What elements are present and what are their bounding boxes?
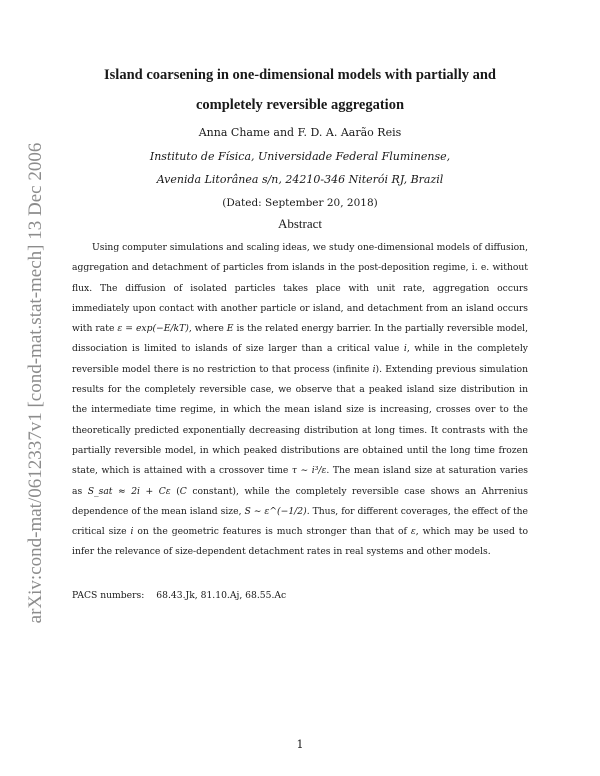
math-crossover-time: τ ∼ i³/ε xyxy=(291,465,327,477)
authors: Anna Chame and F. D. A. Aarão Reis xyxy=(198,126,402,139)
math-energy: E xyxy=(226,323,234,335)
math-critical-size: i xyxy=(372,363,376,375)
abstract-text: . The mean island size at saturation varies as xyxy=(72,465,528,497)
math-epsilon: ε xyxy=(410,526,416,538)
pacs-line xyxy=(72,590,528,601)
abstract-text: is the related energy barrier. In the partially reversible model, dissociation is limited to islands of size larger than a critical value xyxy=(72,323,528,355)
abstract-text: , which may be used to infer the relevance of size-dependent detachment rates in real systems and other models. xyxy=(72,526,528,558)
affiliation-line-2: Avenida Litorânea s/n, 24210-346 Niterói RJ, Brazil xyxy=(156,173,444,186)
abstract-body xyxy=(72,238,528,563)
math-size-dependence: S ∼ ε^(−1/2) xyxy=(244,505,307,517)
abstract-text: ). Extending previous simulation results for the completely reversible case, we observe that a peaked island size distribution in the intermediate time regime, in which the mean island size is increasing, crosses over to the theoretically predicted exponentially decreasing distribution at long times. It contrasts with the partially reversible model, in which peaked distributions are obtained until the long time frozen state, which is attained with a crossover time xyxy=(72,363,528,477)
pacs-codes: 68.43.Jk, 81.10.Aj, 68.55.Ac xyxy=(156,590,287,601)
math-constant: C xyxy=(179,485,187,497)
title-line-2: completely reversible aggregation xyxy=(195,97,405,113)
arxiv-identifier-stamp: arXiv:cond-mat/0612337v1 [cond-mat.stat-mech] 13 Dec 2006 xyxy=(25,142,46,624)
page-number: 1 xyxy=(296,738,304,751)
math-critical-size: i xyxy=(130,526,134,538)
math-epsilon-definition: ε = exp(−E/kT) xyxy=(117,323,189,335)
abstract-text: , where xyxy=(188,323,227,335)
abstract-text: . Thus, for different coverages, the effect of the critical size xyxy=(72,505,528,538)
pacs-label: PACS numbers: xyxy=(72,590,145,601)
title-line-1: Island coarsening in one-dimensional models with partially and xyxy=(104,67,496,83)
abstract-heading: Abstract xyxy=(277,216,323,231)
abstract-text: , while in the completely reversible model there is no restriction to that process (infinite xyxy=(72,343,528,375)
math-critical-size: i xyxy=(403,343,407,355)
abstract-text: ( xyxy=(170,485,180,497)
date-line: (Dated: September 20, 2018) xyxy=(222,197,378,209)
abstract-text: Using computer simulations and scaling ideas, we study one-dimensional models of diffusion, aggregation and detachment of particles from islands in the post-deposition regime, i. e. without flux. The diffusion of isolated particles takes place with unit rate, aggregation occurs immediately upon contact with another particle or island, and detachment from an island occurs with rate xyxy=(72,242,528,335)
abstract-text: constant), while the completely reversible case shows an Ahrrenius dependence of the mean island size, xyxy=(72,485,528,517)
paper-title xyxy=(60,60,540,120)
math-saturation-size: S_sat ≈ 2i + Cε xyxy=(87,485,171,497)
affiliation-line-1: Instituto de Física, Universidade Federal Fluminense, xyxy=(149,150,451,163)
abstract-text: on the geometric features is much stronger than that of xyxy=(133,526,411,538)
